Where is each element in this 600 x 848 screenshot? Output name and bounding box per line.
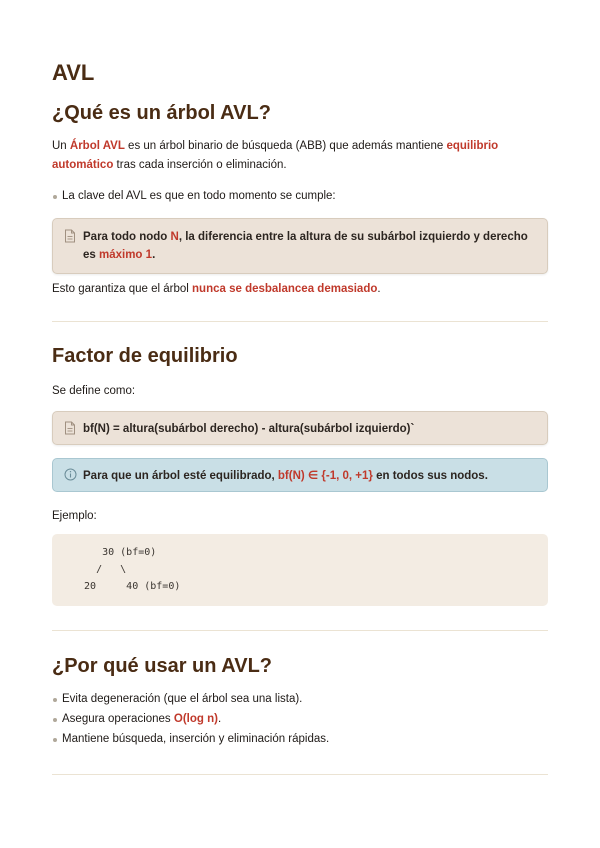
highlight-equilibrio: equilibrio automático — [52, 140, 499, 171]
callout-text-2: , la diferencia entre la altura de su subárbol izquierdo y derecho es — [83, 231, 528, 261]
intro-paragraph — [52, 137, 548, 175]
define-paragraph: Se define como: — [52, 385, 136, 397]
intro-text-2: es un árbol binario de búsqueda (ABB) que además mantiene — [124, 140, 447, 152]
callout-text-1: Para todo nodo — [83, 231, 171, 243]
list-item — [62, 690, 302, 709]
info-callout — [52, 458, 548, 492]
highlight-nunca: nunca se desbalancea demasiado — [192, 283, 378, 295]
divider — [52, 774, 548, 775]
intro-text-1: Un — [52, 140, 70, 152]
highlight-arbol-avl: Árbol AVL — [69, 140, 125, 152]
formula-text: bf(N) = altura(subárbol derecho) - altura(subárbol izquierdo)` — [83, 423, 415, 435]
list-item-text: Mantiene búsqueda, inserción y eliminación rápidas. — [62, 733, 330, 745]
document-icon — [64, 421, 76, 435]
callout-box — [52, 218, 548, 274]
list-item — [62, 730, 329, 749]
code-block: 30 (bf=0) / \ 20 40 (bf=0) — [52, 534, 548, 606]
conclusion-text-1: Esto garantiza que el árbol — [52, 283, 193, 295]
divider — [52, 321, 548, 322]
conclusion-paragraph — [52, 280, 548, 299]
section-heading-factor: Factor de equilibrio — [52, 345, 238, 367]
conclusion-text-2: . — [377, 283, 381, 295]
list-item-text: Evita degeneración (que el árbol sea una lista). — [62, 693, 303, 705]
list-item-text: . — [217, 713, 222, 725]
info-text-2: en todos sus nodos. — [372, 470, 488, 482]
section-heading-por-que: ¿Por qué usar un AVL? — [52, 655, 273, 677]
section-heading-que-es: ¿Qué es un árbol AVL? — [52, 102, 271, 124]
formula-callout — [52, 411, 548, 445]
highlight-ologn: O(log n) — [173, 713, 218, 725]
list-item: La clave del AVL es que en todo momento se cumple: — [62, 187, 336, 206]
document-icon — [64, 229, 76, 243]
highlight-bf-range: bf(N) ∈ {-1, 0, +1} — [277, 470, 373, 482]
divider — [52, 630, 548, 631]
highlight-maximo: máximo 1 — [99, 249, 153, 261]
callout-text-3: . — [152, 249, 156, 261]
highlight-n: N — [170, 231, 179, 243]
example-label: Ejemplo: — [52, 510, 97, 522]
document-title: AVL — [52, 60, 95, 85]
info-icon — [64, 468, 77, 481]
info-text-1: Para que un árbol esté equilibrado, — [83, 470, 278, 482]
intro-text-3: tras cada inserción o eliminación. — [113, 159, 287, 171]
list-item-text: Asegura operaciones — [62, 713, 174, 725]
list-item — [62, 710, 221, 729]
